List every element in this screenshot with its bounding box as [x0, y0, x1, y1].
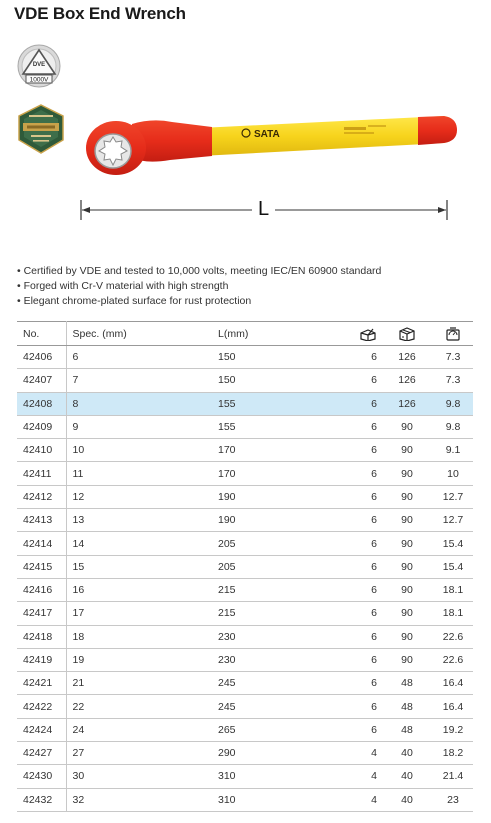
cell-inner-qty: 4	[352, 742, 381, 765]
cell-inner-qty: 6	[352, 672, 381, 695]
cell-inner-qty: 6	[352, 369, 381, 392]
cell-no: 42422	[17, 695, 66, 718]
table-row	[17, 392, 473, 415]
carton-icon	[398, 327, 416, 341]
table-row	[17, 578, 473, 601]
cell-weight: 22.6	[427, 625, 473, 648]
cell-inner-qty: 6	[352, 485, 381, 508]
cell-no: 42418	[17, 625, 66, 648]
wrench-illustration	[82, 110, 462, 178]
table-row	[17, 625, 473, 648]
table-row	[17, 369, 473, 392]
cell-inner-qty: 6	[352, 602, 381, 625]
cell-length: 170	[212, 439, 352, 462]
quality-emblem-icon	[17, 104, 65, 154]
cell-spec: 7	[66, 369, 212, 392]
table-row	[17, 485, 473, 508]
cell-carton-qty: 126	[381, 369, 427, 392]
cell-no: 42430	[17, 765, 66, 788]
cell-spec: 32	[66, 788, 212, 811]
table-header-row	[17, 322, 473, 346]
cell-carton-qty: 90	[381, 509, 427, 532]
cell-length: 245	[212, 672, 352, 695]
table-row	[17, 555, 473, 578]
cell-no: 42427	[17, 742, 66, 765]
cell-carton-qty: 90	[381, 578, 427, 601]
cell-length: 265	[212, 718, 352, 741]
cell-length: 310	[212, 788, 352, 811]
cell-spec: 13	[66, 509, 212, 532]
page-title: VDE Box End Wrench	[14, 4, 186, 23]
cell-no: 42408	[17, 392, 66, 415]
table-row	[17, 672, 473, 695]
cell-weight: 18.1	[427, 578, 473, 601]
cell-carton-qty: 90	[381, 532, 427, 555]
vde-1000v-badge-icon	[17, 44, 61, 88]
cell-carton-qty: 126	[381, 392, 427, 415]
header-no: No.	[17, 322, 66, 346]
cell-no: 42410	[17, 439, 66, 462]
cell-length: 230	[212, 625, 352, 648]
cell-no: 42421	[17, 672, 66, 695]
cell-weight: 16.4	[427, 672, 473, 695]
table-row	[17, 742, 473, 765]
cell-weight: 21.4	[427, 765, 473, 788]
cell-inner-qty: 6	[352, 718, 381, 741]
table-row	[17, 462, 473, 485]
cell-spec: 30	[66, 765, 212, 788]
cell-spec: 22	[66, 695, 212, 718]
header-carton	[381, 322, 427, 346]
cell-inner-qty: 6	[352, 648, 381, 671]
cell-spec: 9	[66, 415, 212, 438]
cell-carton-qty: 90	[381, 439, 427, 462]
cell-inner-qty: 6	[352, 509, 381, 532]
cell-carton-qty: 90	[381, 648, 427, 671]
cell-weight: 9.1	[427, 439, 473, 462]
cell-weight: 16.4	[427, 695, 473, 718]
cell-length: 155	[212, 415, 352, 438]
cell-weight: 7.3	[427, 346, 473, 369]
cell-weight: 15.4	[427, 555, 473, 578]
cell-length: 310	[212, 765, 352, 788]
cell-carton-qty: 40	[381, 788, 427, 811]
cell-carton-qty: 48	[381, 672, 427, 695]
svg-text:1000V: 1000V	[29, 76, 49, 84]
weight-scale-icon	[445, 327, 461, 341]
cell-spec: 8	[66, 392, 212, 415]
spec-table-body	[17, 346, 473, 812]
inner-box-icon	[359, 327, 377, 341]
cell-no: 42413	[17, 509, 66, 532]
cell-inner-qty: 6	[352, 532, 381, 555]
table-row	[17, 788, 473, 811]
cell-weight: 22.6	[427, 648, 473, 671]
cell-weight: 19.2	[427, 718, 473, 741]
cell-spec: 11	[66, 462, 212, 485]
cell-carton-qty: 90	[381, 625, 427, 648]
feature-item: • Certified by VDE and tested to 10,000 volts, meeting IEC/EN 60900 standard	[17, 265, 382, 277]
cell-weight: 15.4	[427, 532, 473, 555]
cell-spec: 21	[66, 672, 212, 695]
cell-weight: 12.7	[427, 509, 473, 532]
cell-length: 150	[212, 346, 352, 369]
header-weight	[427, 322, 473, 346]
cell-carton-qty: 48	[381, 695, 427, 718]
cell-no: 42424	[17, 718, 66, 741]
cell-carton-qty: 40	[381, 765, 427, 788]
svg-text:DVE: DVE	[32, 62, 46, 68]
feature-item: • Elegant chrome-plated surface for rust protection	[17, 295, 252, 307]
cell-no: 42411	[17, 462, 66, 485]
cell-carton-qty: 90	[381, 462, 427, 485]
feature-list	[17, 264, 381, 309]
cell-spec: 24	[66, 718, 212, 741]
cell-carton-qty: 40	[381, 742, 427, 765]
table-row	[17, 765, 473, 788]
length-dimension-label: L	[252, 198, 275, 221]
cell-inner-qty: 6	[352, 346, 381, 369]
cell-carton-qty: 126	[381, 346, 427, 369]
cell-weight: 9.8	[427, 392, 473, 415]
cell-length: 245	[212, 695, 352, 718]
cell-weight: 12.7	[427, 485, 473, 508]
header-length: L(mm)	[212, 322, 352, 346]
cell-no: 42407	[17, 369, 66, 392]
cell-no: 42417	[17, 602, 66, 625]
header-inner-box	[352, 322, 381, 346]
cell-weight: 18.2	[427, 742, 473, 765]
cell-carton-qty: 48	[381, 718, 427, 741]
cell-length: 190	[212, 485, 352, 508]
cell-carton-qty: 90	[381, 485, 427, 508]
cell-spec: 15	[66, 555, 212, 578]
spec-table	[17, 321, 473, 812]
cell-spec: 6	[66, 346, 212, 369]
table-row	[17, 602, 473, 625]
cell-no: 42416	[17, 578, 66, 601]
table-row	[17, 695, 473, 718]
cell-no: 42419	[17, 648, 66, 671]
table-row	[17, 509, 473, 532]
cell-inner-qty: 6	[352, 462, 381, 485]
table-row	[17, 532, 473, 555]
header-spec: Spec. (mm)	[66, 322, 212, 346]
cell-length: 215	[212, 578, 352, 601]
cell-length: 155	[212, 392, 352, 415]
cell-carton-qty: 90	[381, 602, 427, 625]
cell-weight: 18.1	[427, 602, 473, 625]
cell-inner-qty: 6	[352, 695, 381, 718]
cell-inner-qty: 4	[352, 788, 381, 811]
table-row	[17, 415, 473, 438]
cell-weight: 9.8	[427, 415, 473, 438]
cell-length: 150	[212, 369, 352, 392]
cell-spec: 18	[66, 625, 212, 648]
cell-weight: 7.3	[427, 369, 473, 392]
cell-length: 230	[212, 648, 352, 671]
cell-no: 42409	[17, 415, 66, 438]
cell-carton-qty: 90	[381, 415, 427, 438]
cell-spec: 12	[66, 485, 212, 508]
cell-weight: 23	[427, 788, 473, 811]
cell-no: 42415	[17, 555, 66, 578]
table-row	[17, 439, 473, 462]
cell-length: 170	[212, 462, 352, 485]
cell-spec: 16	[66, 578, 212, 601]
cell-spec: 19	[66, 648, 212, 671]
cell-inner-qty: 6	[352, 625, 381, 648]
cell-inner-qty: 6	[352, 578, 381, 601]
cell-inner-qty: 4	[352, 765, 381, 788]
cell-inner-qty: 6	[352, 415, 381, 438]
cell-spec: 17	[66, 602, 212, 625]
cell-no: 42432	[17, 788, 66, 811]
cell-carton-qty: 90	[381, 555, 427, 578]
cell-inner-qty: 6	[352, 555, 381, 578]
feature-item: • Forged with Cr-V material with high strength	[17, 280, 229, 292]
table-row	[17, 718, 473, 741]
cell-spec: 10	[66, 439, 212, 462]
svg-text:SATA: SATA	[254, 129, 280, 140]
cell-length: 290	[212, 742, 352, 765]
cell-no: 42406	[17, 346, 66, 369]
cell-length: 205	[212, 555, 352, 578]
cell-length: 205	[212, 532, 352, 555]
cell-length: 190	[212, 509, 352, 532]
cell-no: 42414	[17, 532, 66, 555]
table-row	[17, 648, 473, 671]
cell-inner-qty: 6	[352, 392, 381, 415]
cell-weight: 10	[427, 462, 473, 485]
cell-length: 215	[212, 602, 352, 625]
cell-spec: 14	[66, 532, 212, 555]
cell-inner-qty: 6	[352, 439, 381, 462]
table-row	[17, 346, 473, 369]
cell-no: 42412	[17, 485, 66, 508]
cell-spec: 27	[66, 742, 212, 765]
